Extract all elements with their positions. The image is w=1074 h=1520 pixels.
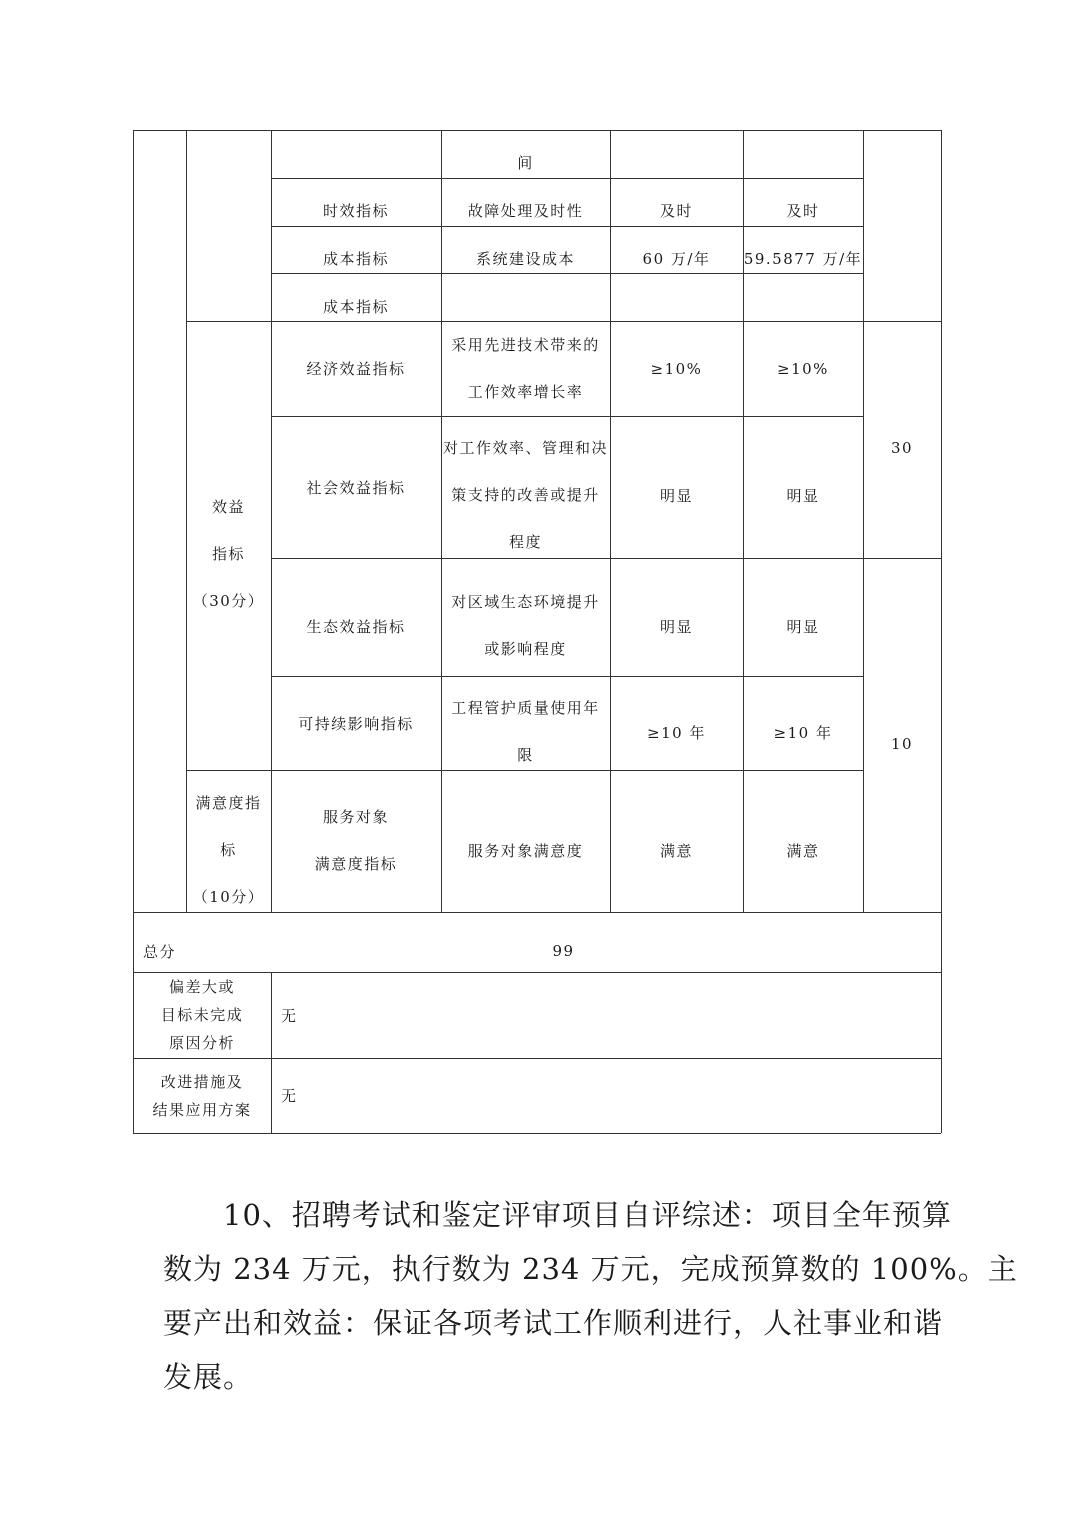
paragraph-line: 发展。 [163, 1360, 254, 1394]
table-border-bottom [133, 1133, 941, 1134]
cell-text: 程度 [508, 532, 542, 551]
cell-text: 60 万/年 [642, 249, 711, 268]
cell-text: 系统建设成本 [475, 249, 575, 268]
cell-deviation-label [133, 972, 271, 1058]
cell-text: 限 [517, 746, 534, 764]
paragraph-line: 数为 234 万元，执行数为 234 万元，完成预算数的 100%。主 [163, 1252, 1018, 1286]
cell-text: ≥10 年 [773, 723, 833, 742]
cell-text: 无 [281, 1006, 298, 1025]
cell-text: ≥10% [777, 359, 829, 378]
cell-sub-indicator [271, 236, 441, 280]
cell-text: 工程管护质量使用年 [451, 699, 600, 717]
cell-text: 明显 [786, 617, 820, 636]
cell-text: 对区域生态环境提升 [451, 593, 600, 611]
cell-text: 经济效益指标 [306, 360, 406, 378]
cell-text: 59.5877 万/年 [743, 249, 863, 268]
cell-improve-label [133, 1058, 271, 1133]
cell-text: 30 [890, 439, 914, 457]
cell-item [441, 188, 610, 232]
cell-text: 及时 [786, 201, 820, 220]
cell-text: 可持续影响指标 [298, 714, 414, 733]
cell-text: 策支持的改善或提升 [451, 485, 600, 504]
cell-actual [743, 236, 863, 280]
cell-text: 或影响程度 [484, 640, 567, 658]
cell-score [863, 436, 941, 460]
cell-text: 对工作效率、管理和决 [442, 438, 608, 457]
cell-target [610, 236, 743, 280]
cell-item [441, 558, 610, 694]
cell-text: 满意度指 [195, 794, 262, 812]
cell-actual [743, 558, 863, 694]
cell-text: 原因分析 [168, 1034, 235, 1052]
project-summary-paragraph [163, 1188, 1018, 1404]
cell-text: 间 [517, 153, 534, 172]
cell-text: ≥10% [650, 359, 703, 378]
cell-text: 满意度指标 [314, 855, 398, 873]
cell-text: 满意 [659, 841, 693, 860]
cell-item [441, 416, 610, 574]
cell-text: 时效指标 [322, 201, 389, 220]
cell-text: ≥10 年 [647, 723, 706, 742]
cell-target [610, 321, 743, 416]
cell-category-benefit [186, 484, 271, 625]
cell-sub-indicator [271, 676, 441, 770]
cell-sub-indicator [271, 321, 441, 416]
cell-actual [743, 770, 863, 930]
cell-text: 明显 [659, 486, 693, 505]
paragraph-line: 要产出和效益：保证各项考试工作顺利进行，人社事业和谐 [163, 1306, 944, 1340]
cell-actual [743, 321, 863, 416]
cell-target [610, 684, 743, 780]
cell-text: 明显 [786, 486, 820, 505]
cell-improve-value [271, 1058, 941, 1133]
cell-text: 成本指标 [322, 297, 389, 316]
cell-target [610, 188, 743, 232]
cell-text: 工作效率增长率 [467, 382, 584, 401]
cell-actual [743, 684, 863, 780]
cell-score [863, 732, 941, 756]
cell-text: 及时 [659, 201, 693, 220]
cell-text: 成本指标 [322, 249, 389, 268]
col-divider [863, 130, 864, 912]
cell-item [441, 770, 610, 930]
table-border-top [133, 130, 941, 131]
cell-actual [743, 188, 863, 232]
cell-target [610, 770, 743, 930]
cell-item [441, 236, 610, 280]
cell-text: 标 [220, 841, 237, 859]
cell-text: 采用先进技术带来的 [451, 335, 600, 354]
cell-text: 目标未完成 [160, 1006, 244, 1024]
cell-sub-indicator [271, 770, 441, 912]
cell-actual [743, 416, 863, 574]
cell-text: 结果应用方案 [152, 1100, 252, 1119]
cell-target [610, 416, 743, 574]
cell-text: 无 [281, 1087, 298, 1105]
cell-sub-indicator [271, 558, 441, 694]
cell-text: 10 [890, 735, 914, 753]
cell-text: 改进措施及 [160, 1072, 244, 1091]
cell-text: （10分） [192, 888, 265, 906]
cell-text: 99 [552, 942, 575, 960]
cell-deviation-value [271, 972, 941, 1058]
cell-sub-indicator [271, 188, 441, 232]
cell-text: 社会效益指标 [306, 478, 406, 497]
cell-text: 故障处理及时性 [467, 201, 584, 220]
cell-text: 服务对象 [322, 808, 389, 826]
cell-item [441, 321, 610, 416]
table-border-right [941, 130, 942, 1133]
cell-text: 满意 [786, 841, 820, 860]
cell-text: 总分 [142, 942, 176, 961]
cell-sub-indicator [271, 416, 441, 558]
cell-text: 生态效益指标 [306, 617, 406, 636]
cell-text: 偏差大或 [168, 978, 235, 996]
cell-item [441, 684, 610, 780]
cell-target [610, 558, 743, 694]
cell-text: 明显 [659, 617, 693, 636]
cell-text: 指标 [211, 545, 245, 563]
cell-text: 服务对象满意度 [467, 841, 584, 860]
cell-text: （30分） [192, 592, 265, 610]
cell-category-satisfaction [186, 780, 271, 921]
cell-text: 效益 [211, 498, 245, 516]
cell-item [441, 142, 610, 182]
paragraph-line: 10、招聘考试和鉴定评审项目自评综述：项目全年预算 [163, 1198, 952, 1232]
